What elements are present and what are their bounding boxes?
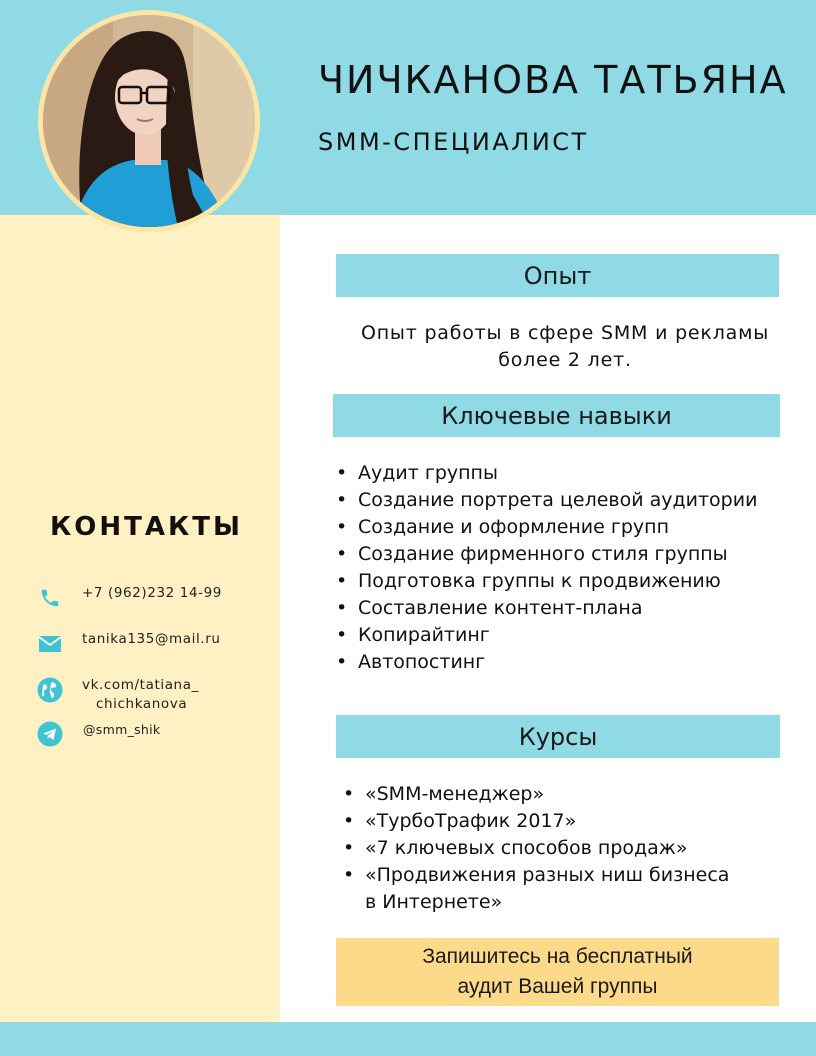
job-title: SMM-СПЕЦИАЛИСТ <box>318 128 589 156</box>
list-item: • Подготовка группы к продвижению <box>336 568 796 595</box>
phone-icon <box>36 584 64 612</box>
avatar <box>38 10 260 232</box>
experience-heading: Опыт <box>336 254 779 297</box>
email-address: tanika135@mail.ru <box>82 631 221 647</box>
phone-number: +7 (962)232 14-99 <box>82 585 222 601</box>
telegram-handle: @smm_shik <box>83 722 161 737</box>
cta-line-1: Запишитесь на бесплатный <box>422 945 693 968</box>
list-item: • Аудит группы <box>336 460 796 487</box>
list-item: • Автопостинг <box>336 649 796 676</box>
contacts-sidebar <box>0 215 280 1022</box>
contacts-heading: КОНТАКТЫ <box>50 512 243 542</box>
list-item: • Составление контент-плана <box>336 595 796 622</box>
experience-text <box>336 320 794 374</box>
skills-heading: Ключевые навыки <box>333 394 780 437</box>
contact-telegram[interactable] <box>36 720 160 748</box>
list-item: • «SMM-менеджер» <box>343 781 743 808</box>
list-item: • Создание фирменного стиля группы <box>336 541 796 568</box>
globe-icon <box>36 676 64 704</box>
cta-banner[interactable] <box>336 938 779 1006</box>
list-item: • Создание и оформление групп <box>336 514 796 541</box>
list-item: • Создание портрета целевой аудитории <box>336 487 796 514</box>
contact-phone[interactable] <box>36 584 222 612</box>
courses-heading: Курсы <box>336 715 780 758</box>
list-item: • Копирайтинг <box>336 622 796 649</box>
mail-icon <box>36 630 64 658</box>
telegram-icon <box>36 720 64 748</box>
experience-line-1: Опыт работы в сфере SMM и рекламы <box>360 322 770 344</box>
experience-line-2: более 2 лет. <box>498 349 632 371</box>
profile-photo <box>43 15 255 227</box>
vk-line-1: vk.com/tatiana_ <box>82 677 199 693</box>
list-item: • «Продвижения разных ниш бизнеса в Интернете» <box>343 862 743 916</box>
contact-email[interactable] <box>36 630 221 658</box>
list-item: • «7 ключевых способов продаж» <box>343 835 743 862</box>
list-item: • «ТурбоТрафик 2017» <box>343 808 743 835</box>
vk-line-2: chichkanova <box>96 696 188 712</box>
cta-line-2: аудит Вашей группы <box>457 975 658 998</box>
footer-band <box>0 1022 816 1056</box>
vk-link <box>82 676 199 714</box>
courses-list <box>343 781 743 916</box>
contact-vk[interactable] <box>36 676 199 714</box>
person-name: ЧИЧКАНОВА ТАТЬЯНА <box>318 58 788 102</box>
skills-list <box>336 460 796 676</box>
